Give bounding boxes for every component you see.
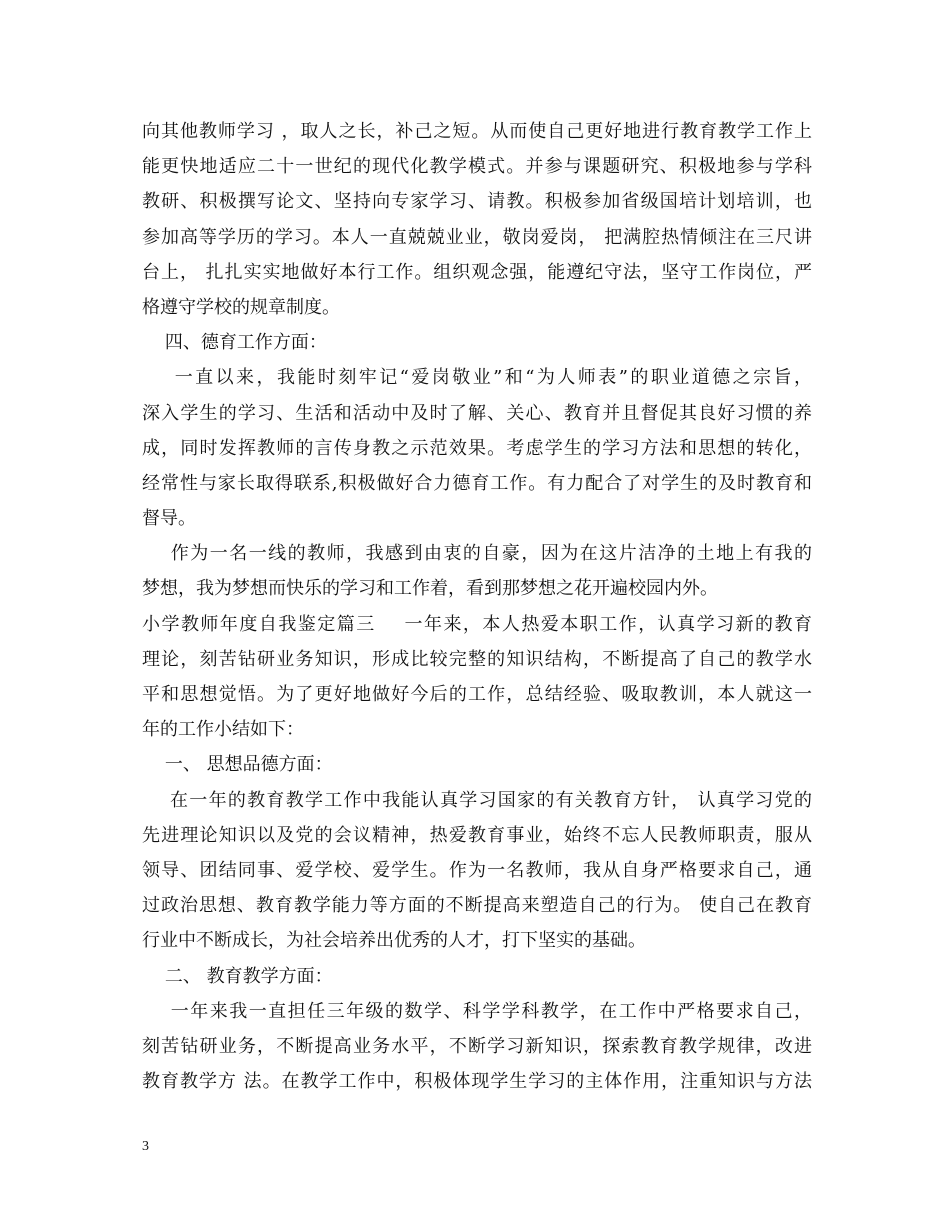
text-line: 成，同时发挥教师的言传身教之示范效果。考虑学生的学习方法和思想的转化， [142,437,812,459]
page-number: 3 [142,1139,149,1154]
text-line: 在一年的教育教学工作中我能认真学习国家的有关教育方针， 认真学习党的 [142,789,812,811]
text-line: 向其他教师学习 ，取人之长，补己之短。从而使自己更好地进行教育教学工作上 [142,121,812,142]
text-line: 能更快地适应二十一世纪的现代化教学模式。并参与课题研究、积极地参与学科 [142,156,812,178]
text-line: 先进理论知识以及党的会议精神，热爱教育事业，始终不忘人民教师职责，服从 [142,824,812,846]
text-line: 参加高等学历的学习。本人一直兢兢业业，敬岗爱岗， 把满腔热情倾注在三尺讲 [142,226,812,248]
text-line: 格遵守学校的规章制度。 [142,296,340,318]
text-line: 理论，刻苦钻研业务知识，形成比较完整的知识结构，不断提高了自己的教学水 [142,648,812,670]
text-line: 小学教师年度自我鉴定篇三 一年来，本人热爱本职工作，认真学习新的教育 [142,613,812,635]
text-line: 梦想，我为梦想而快乐的学习和工作着，看到那梦想之花开遍校园内外。 [142,578,718,600]
text-line: 督导。 [142,508,196,530]
text-line: 平和思想觉悟。为了更好地做好今后的工作，总结经验、吸取教训，本人就这一 [142,684,812,705]
text-line: 教研、积极撰写论文、坚持向专家学习、请教。积极参加省级国培计划培训，也 [142,191,812,213]
text-line: 一年来我一直担任三年级的数学、科学学科教学，在工作中严格要求自己， [142,1000,812,1022]
text-line: 年的工作小结如下： [142,719,304,741]
text-line: 一直以来，我能时刻牢记“爱岗敬业”和“为人师表”的职业道德之宗旨， [142,367,812,389]
text-line: 四、德育工作方面： [142,332,327,354]
text-line: 过政治思想、教育教学能力等方面的不断提高来塑造自己的行为。 使自己在教育 [142,895,812,917]
text-line: 深入学生的学习、生活和活动中及时了解、关心、教育并且督促其良好习惯的养 [142,402,812,424]
text-line: 教育教学方 法。在教学工作中，积极体现学生学习的主体作用，注重知识与方法 [142,1071,812,1093]
text-line: 一、 思想品德方面： [142,754,333,776]
text-line: 经常性与家长取得联系,积极做好合力德育工作。有力配合了对学生的及时教育和 [142,472,812,494]
text-line: 领导、团结同事、爱学校、爱学生。作为一名教师，我从自身严格要求自己，通 [142,859,812,881]
text-line: 刻苦钻研业务，不断提高业务水平，不断学习新知识，探索教育教学规律，改进 [142,1035,812,1057]
text-line: 作为一名一线的教师，我感到由衷的自豪，因为在这片洁净的土地上有我的 [142,543,812,565]
text-line: 行业中不断成长，为社会培养出优秀的人才，打下坚实的基础。 [142,930,646,952]
text-line: 台上， 扎扎实实地做好本行工作。组织观念强，能遵纪守法，坚守工作岗位，严 [142,261,812,283]
text-line: 二、 教育教学方面： [142,965,333,987]
document-body [142,114,812,1099]
